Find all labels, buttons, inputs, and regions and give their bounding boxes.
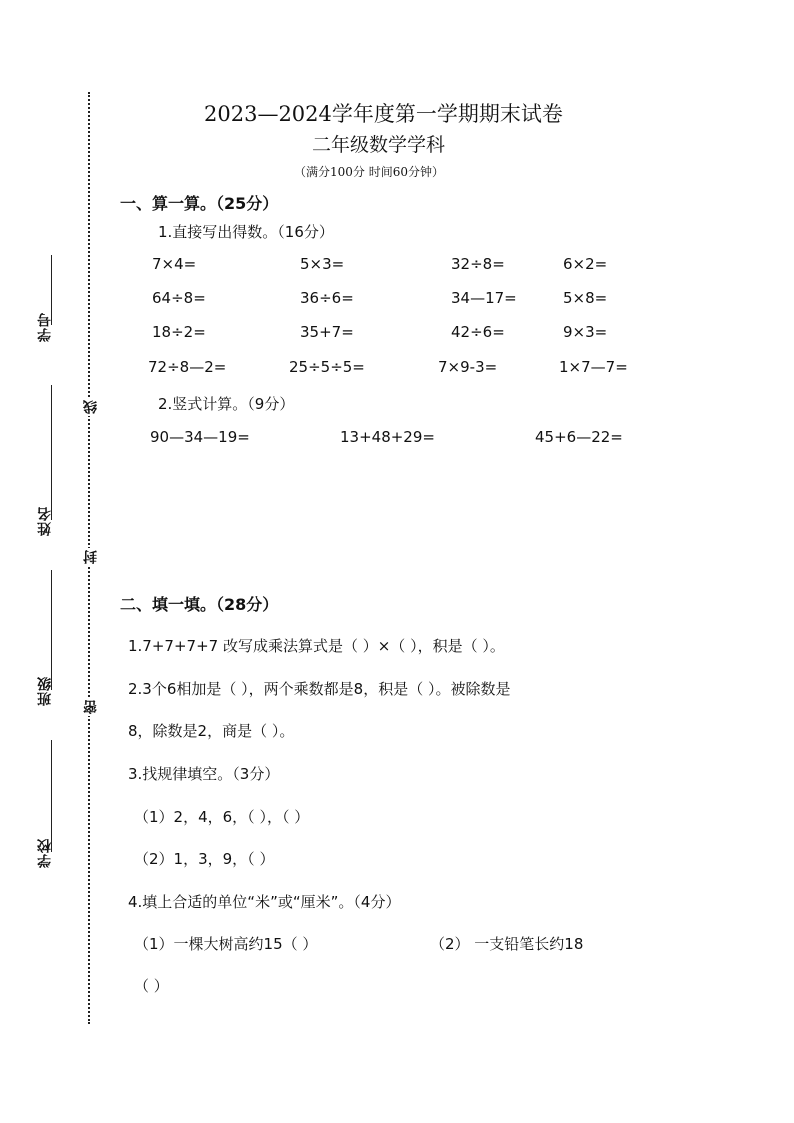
section2-q3-title: 3.找规律填空。（3分） <box>128 765 280 783</box>
calc-item: 32÷8= <box>451 255 505 273</box>
calc-item: 72÷8—2= <box>148 358 227 376</box>
section2-q2-line1: 2.3个6相加是（ ），两个乘数都是8，积是（ ）。被除数是 <box>128 680 511 698</box>
student-id-blank[interactable] <box>51 255 52 325</box>
calc-item: 25÷5÷5= <box>289 358 365 376</box>
section2-q4-b-cont: （ ） <box>134 977 169 995</box>
school-blank[interactable] <box>51 740 52 852</box>
section2-q3-b: （2）1，3，9，（ ） <box>134 850 275 868</box>
class-blank[interactable] <box>51 570 52 690</box>
cut-mark-seal: 封 <box>83 550 99 564</box>
calc-item: 6×2= <box>563 255 608 273</box>
name-blank[interactable] <box>51 385 52 520</box>
section2-q3-a: （1）2，4，6，（ ），（ ） <box>134 808 310 826</box>
calc-item: 35+7= <box>300 323 354 341</box>
margin-field-class: 班级 <box>37 676 53 706</box>
calc-item: 7×4= <box>152 255 197 273</box>
calc-item: 34—17= <box>451 289 517 307</box>
margin-field-school: 学校 <box>37 838 53 868</box>
section2-q4-a: （1）一棵大树高约15（ ） <box>134 935 318 953</box>
vertical-calc-item: 45+6—22= <box>535 428 623 446</box>
exam-subtitle: 二年级数学学科 <box>312 134 446 156</box>
calc-item: 18÷2= <box>152 323 206 341</box>
margin-field-name: 姓名 <box>37 506 53 536</box>
vertical-calc-item: 13+48+29= <box>340 428 435 446</box>
section2-q2-line2: 8，除数是2，商是（ ）。 <box>128 722 295 740</box>
exam-title: 2023—2024学年度第一学期期末试卷 <box>204 102 563 126</box>
section1-q2-title: 2.竖式计算。（9分） <box>158 395 295 413</box>
section2-heading: 二、填一填。（28分） <box>120 595 279 614</box>
section2-q4-b: （2） 一支铅笔长约18 <box>430 935 584 953</box>
calc-item: 7×9-3= <box>438 358 498 376</box>
cut-mark-line: 线 <box>83 400 99 414</box>
section1-q1-title: 1.直接写出得数。（16分） <box>158 223 334 241</box>
calc-item: 1×7—7= <box>559 358 628 376</box>
section1-heading: 一、算一算。（25分） <box>120 194 279 213</box>
vertical-calc-item: 90—34—19= <box>150 428 250 446</box>
calc-item: 5×3= <box>300 255 345 273</box>
calc-item: 9×3= <box>563 323 608 341</box>
exam-note: （满分100分 时间60分钟） <box>294 165 444 179</box>
cut-mark-secret: 密 <box>83 700 99 714</box>
calc-item: 64÷8= <box>152 289 206 307</box>
section2-q4-title: 4.填上合适的单位“米”或“厘米”。（4分） <box>128 893 401 911</box>
calc-item: 36÷6= <box>300 289 354 307</box>
calc-item: 5×8= <box>563 289 608 307</box>
calc-item: 42÷6= <box>451 323 505 341</box>
margin-field-student-id: 学号 <box>37 312 53 342</box>
section2-q1: 1.7+7+7+7 改写成乘法算式是（ ）×（ ），积是（ ）。 <box>128 637 505 655</box>
